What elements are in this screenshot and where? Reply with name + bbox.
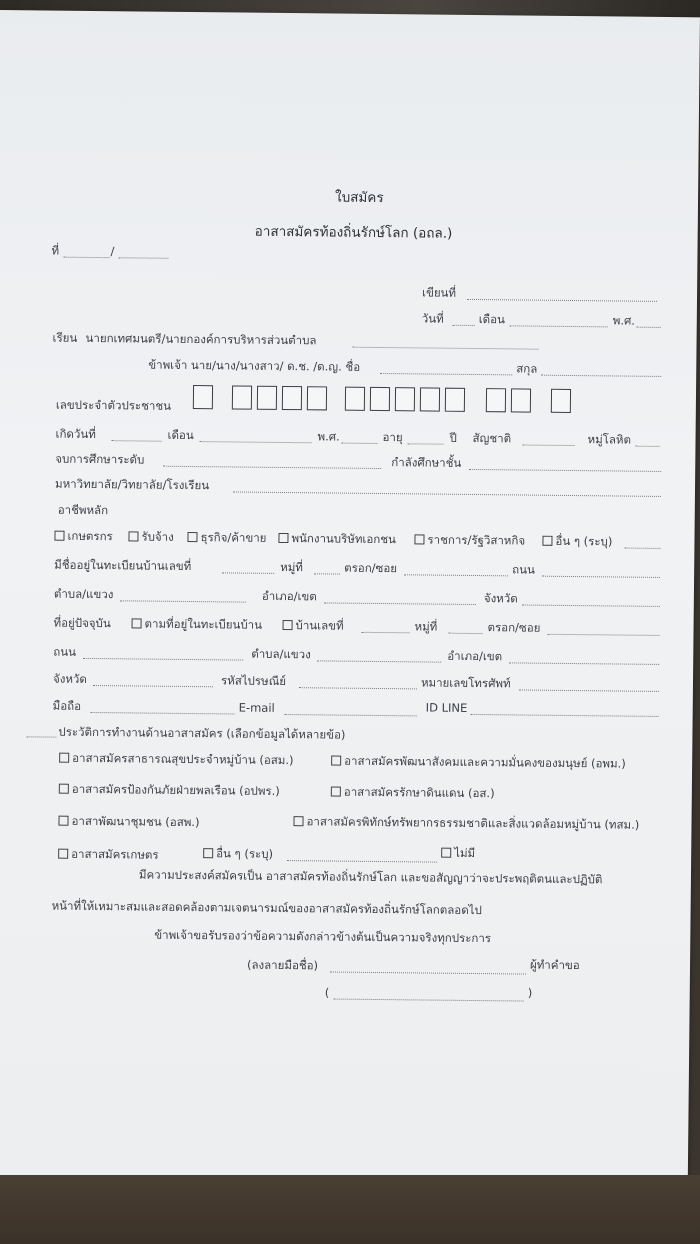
addressee-label: เรียน bbox=[52, 330, 78, 345]
id-box-10[interactable] bbox=[445, 388, 465, 412]
current-moo-label: หมู่ที่ bbox=[414, 619, 438, 634]
nationality-field[interactable] bbox=[522, 444, 574, 446]
ref-year-field[interactable] bbox=[118, 257, 168, 259]
blood-label: หมู่โลหิต bbox=[587, 432, 632, 447]
checkbox[interactable] bbox=[59, 784, 69, 794]
blood-field[interactable] bbox=[635, 446, 659, 447]
nationality-label: สัญชาติ bbox=[472, 430, 512, 446]
current-house-option[interactable]: บ้านเลขที่ bbox=[283, 620, 344, 632]
reg-road-field[interactable] bbox=[542, 576, 660, 578]
current-soi-field[interactable] bbox=[547, 634, 659, 636]
month-field[interactable] bbox=[510, 325, 608, 327]
postal-label: รหัสไปรษณีย์ bbox=[220, 673, 287, 689]
checkbox[interactable] bbox=[283, 620, 293, 630]
current-province-field[interactable] bbox=[93, 685, 213, 687]
ref-label: ที่ bbox=[51, 243, 60, 258]
checkbox[interactable] bbox=[542, 536, 552, 546]
studying-label: กำลังศึกษาชั้น bbox=[391, 455, 462, 470]
reg-province-field[interactable] bbox=[522, 604, 660, 606]
year-label: พ.ศ. bbox=[612, 313, 636, 328]
volunteer-other-field[interactable] bbox=[287, 860, 437, 863]
age-label: อายุ bbox=[382, 430, 403, 445]
id-box-6[interactable] bbox=[345, 387, 365, 411]
id-card-label: เลขประจำตัวประชาชน bbox=[55, 397, 172, 413]
current-tambon-field[interactable] bbox=[317, 660, 441, 662]
id-box-2[interactable] bbox=[232, 385, 252, 409]
reg-moo-field[interactable] bbox=[314, 573, 340, 574]
checkbox[interactable] bbox=[58, 849, 68, 859]
email-field[interactable] bbox=[285, 714, 417, 716]
id-box-4[interactable] bbox=[282, 386, 302, 410]
current-road-field[interactable] bbox=[83, 658, 243, 661]
checkbox[interactable] bbox=[59, 753, 69, 763]
year-field[interactable] bbox=[637, 327, 661, 328]
finished-field[interactable] bbox=[163, 466, 381, 469]
studying-field[interactable] bbox=[469, 469, 661, 472]
occupation-private[interactable]: พนักงานบริษัทเอกชน bbox=[278, 533, 396, 546]
current-road-label: ถนน bbox=[53, 644, 77, 659]
born-year-field[interactable] bbox=[341, 443, 377, 444]
reg-amphoe-field[interactable] bbox=[324, 602, 476, 605]
current-amphoe-label: อำเภอ/เขต bbox=[447, 648, 503, 664]
written-at-label: เขียนที่ bbox=[421, 285, 457, 300]
id-box-11[interactable] bbox=[486, 388, 506, 412]
volunteer-other[interactable]: อื่น ๆ (ระบุ) bbox=[203, 848, 273, 860]
phone-label: หมายเลขโทรศัพท์ bbox=[420, 675, 511, 691]
surname-field[interactable] bbox=[541, 375, 661, 377]
phone-field[interactable] bbox=[519, 689, 659, 691]
age-unit: ปี bbox=[449, 430, 457, 445]
occupation-other-field[interactable] bbox=[624, 548, 660, 549]
reg-moo-label: หมู่ที่ bbox=[280, 559, 304, 575]
checkbox[interactable] bbox=[441, 848, 451, 858]
born-day-field[interactable] bbox=[111, 440, 161, 442]
occupation-business[interactable]: ธุรกิจ/ค้าขาย bbox=[187, 532, 266, 544]
reg-tambon-field[interactable] bbox=[120, 600, 246, 602]
born-month-field[interactable] bbox=[199, 441, 311, 443]
current-soi-label: ตรอก/ซอย bbox=[487, 620, 541, 635]
id-box-12[interactable] bbox=[511, 388, 531, 412]
day-field[interactable] bbox=[453, 325, 475, 326]
reg-soi-label: ตรอก/ซอย bbox=[344, 560, 398, 576]
occupation-label: อาชีพหลัก bbox=[57, 502, 109, 518]
id-box-7[interactable] bbox=[370, 387, 390, 411]
checkbox[interactable] bbox=[58, 816, 68, 826]
born-year-label: พ.ศ. bbox=[317, 429, 340, 444]
line-label: ID LINE bbox=[425, 700, 468, 715]
ref-slash: / bbox=[110, 244, 115, 259]
postal-field[interactable] bbox=[299, 687, 417, 689]
reg-amphoe-label: อำเภอ/เขต bbox=[261, 588, 317, 604]
id-box-1[interactable] bbox=[193, 385, 213, 409]
current-amphoe-field[interactable] bbox=[509, 662, 659, 665]
background-bottom bbox=[0, 1175, 700, 1244]
volunteer-agri[interactable]: อาสาสมัครเกษตร bbox=[58, 849, 159, 862]
day-label: วันที่ bbox=[421, 311, 444, 326]
occupation-other[interactable]: อื่น ๆ (ระบุ) bbox=[542, 536, 612, 548]
form-paper bbox=[0, 10, 700, 1187]
written-at-field[interactable] bbox=[467, 299, 657, 302]
checkbox[interactable] bbox=[187, 532, 197, 542]
printed-name-field[interactable] bbox=[334, 999, 524, 1002]
checkbox[interactable] bbox=[293, 816, 303, 826]
volunteer-opm[interactable]: อาสาสมัครพัฒนาสังคมและความมั่นคงของมนุษย์ (อพม.) bbox=[331, 756, 626, 771]
addressee-field[interactable] bbox=[352, 347, 538, 350]
addressee-text: นายกเทศมนตรี/นายกองค์การบริหารส่วนตำบล bbox=[85, 330, 317, 348]
checkbox[interactable] bbox=[54, 531, 64, 541]
printed-name-close: ) bbox=[527, 985, 533, 1000]
mobile-field[interactable] bbox=[91, 712, 235, 715]
id-box-8[interactable] bbox=[395, 387, 415, 411]
applicant-name-field[interactable] bbox=[380, 373, 512, 375]
reg-province-label: จังหวัด bbox=[483, 591, 518, 606]
surname-label: สกุล bbox=[516, 361, 538, 376]
current-province-label: จังหวัด bbox=[52, 671, 87, 686]
occupation-farmer[interactable]: เกษตรกร bbox=[54, 531, 112, 543]
reg-house-field[interactable] bbox=[222, 572, 274, 574]
signature-label: (ลงลายมือชื่อ) bbox=[246, 957, 319, 973]
checkbox[interactable] bbox=[278, 533, 288, 543]
declaration-line-3: ข้าพเจ้าขอรับรองว่าข้อความดังกล่าวข้างต้นเป็นความจริงทุกประการ bbox=[154, 927, 492, 946]
volunteer-tsm[interactable]: อาสาสมัครพิทักษ์ทรัพยากรธรรมชาติและสิ่งแวดล้อมหมู่บ้าน (ทสม.) bbox=[293, 816, 639, 831]
reg-road-label: ถนน bbox=[512, 562, 535, 577]
form-subtitle: อาสาสมัครท้องถิ่นรักษ์โลก (อถล.) bbox=[254, 223, 453, 242]
born-month-label: เดือน bbox=[167, 427, 194, 443]
email-label: E-mail bbox=[238, 700, 275, 715]
line-field[interactable] bbox=[471, 714, 659, 717]
id-box-9[interactable] bbox=[420, 387, 440, 411]
current-house-field[interactable] bbox=[361, 632, 409, 634]
applicant-label: ข้าพเจ้า นาย/นาง/นางสาว/ ด.ช. /ด.ญ. ชื่อ bbox=[148, 357, 361, 374]
current-same-option[interactable]: ตามที่อยู่ในทะเบียนบ้าน bbox=[132, 618, 263, 631]
current-tambon-label: ตำบล/แขวง bbox=[251, 646, 311, 662]
checkbox[interactable] bbox=[331, 756, 341, 766]
institution-label: มหาวิทยาลัย/วิทยาลัย/โรงเรียน bbox=[54, 476, 210, 493]
form-title: ใบสมัคร bbox=[334, 189, 384, 207]
born-label: เกิดวันที่ bbox=[55, 426, 96, 442]
printed-name-open: ( bbox=[324, 985, 330, 1000]
ref-no-field[interactable] bbox=[63, 257, 109, 258]
checkbox[interactable] bbox=[331, 787, 341, 797]
reg-tambon-label: ตำบล/แขวง bbox=[53, 586, 114, 602]
volunteer-os[interactable]: อาสาสมัครรักษาดินแดน (อส.) bbox=[331, 787, 495, 800]
occupation-employee[interactable]: รับจ้าง bbox=[128, 531, 173, 543]
month-label: เดือน bbox=[478, 312, 506, 327]
mobile-label: มือถือ bbox=[52, 698, 82, 713]
section-dash bbox=[26, 736, 56, 737]
signature-field[interactable] bbox=[330, 972, 526, 975]
volunteer-history-label: ประวัติการทำงานด้านอาสาสมัคร (เลือกข้อมูลได้หลายข้อ) bbox=[58, 724, 346, 742]
checkbox[interactable] bbox=[414, 534, 424, 544]
volunteer-oppr[interactable]: อาสาสมัครป้องกันภัยฝ่ายพลเรือน (อปพร.) bbox=[59, 784, 280, 798]
reg-house-label: มีชื่ออยู่ในทะเบียนบ้านเลขที่ bbox=[54, 557, 192, 574]
finished-label: จบการศึกษาระดับ bbox=[55, 451, 145, 467]
occupation-government[interactable]: ราชการ/รัฐวิสาหกิจ bbox=[414, 534, 525, 547]
declaration-line-1: มีความประสงค์สมัครเป็น อาสาสมัครท้องถิ่นรักษ์โลก และขอสัญญาว่าจะประพฤติตนและปฏิบัติ bbox=[138, 867, 603, 887]
checkbox[interactable] bbox=[128, 531, 138, 541]
age-field[interactable] bbox=[407, 443, 443, 444]
volunteer-osm[interactable]: อาสาสมัครสาธารณสุขประจำหมู่บ้าน (อสม.) bbox=[59, 753, 294, 767]
volunteer-osp[interactable]: อาสาพัฒนาชุมชน (อสพ.) bbox=[58, 816, 199, 829]
institution-field[interactable] bbox=[233, 491, 661, 496]
reg-soi-field[interactable] bbox=[404, 574, 508, 576]
signature-role: ผู้ทำคำขอ bbox=[529, 957, 580, 973]
id-box-5[interactable] bbox=[307, 386, 327, 410]
current-moo-field[interactable] bbox=[448, 633, 482, 634]
checkbox[interactable] bbox=[203, 848, 213, 858]
id-box-3[interactable] bbox=[257, 386, 277, 410]
id-box-13[interactable] bbox=[551, 389, 571, 413]
checkbox[interactable] bbox=[132, 618, 142, 628]
volunteer-none[interactable]: ไม่มี bbox=[441, 848, 475, 860]
declaration-line-2: หน้าที่ให้เหมาะสมและสอดคล้องตามเจตนารมณ์ของอาสาสมัครท้องถิ่นรักษ์โลกตลอดไป bbox=[51, 898, 482, 918]
current-address-label: ที่อยู่ปัจจุบัน bbox=[53, 615, 111, 631]
